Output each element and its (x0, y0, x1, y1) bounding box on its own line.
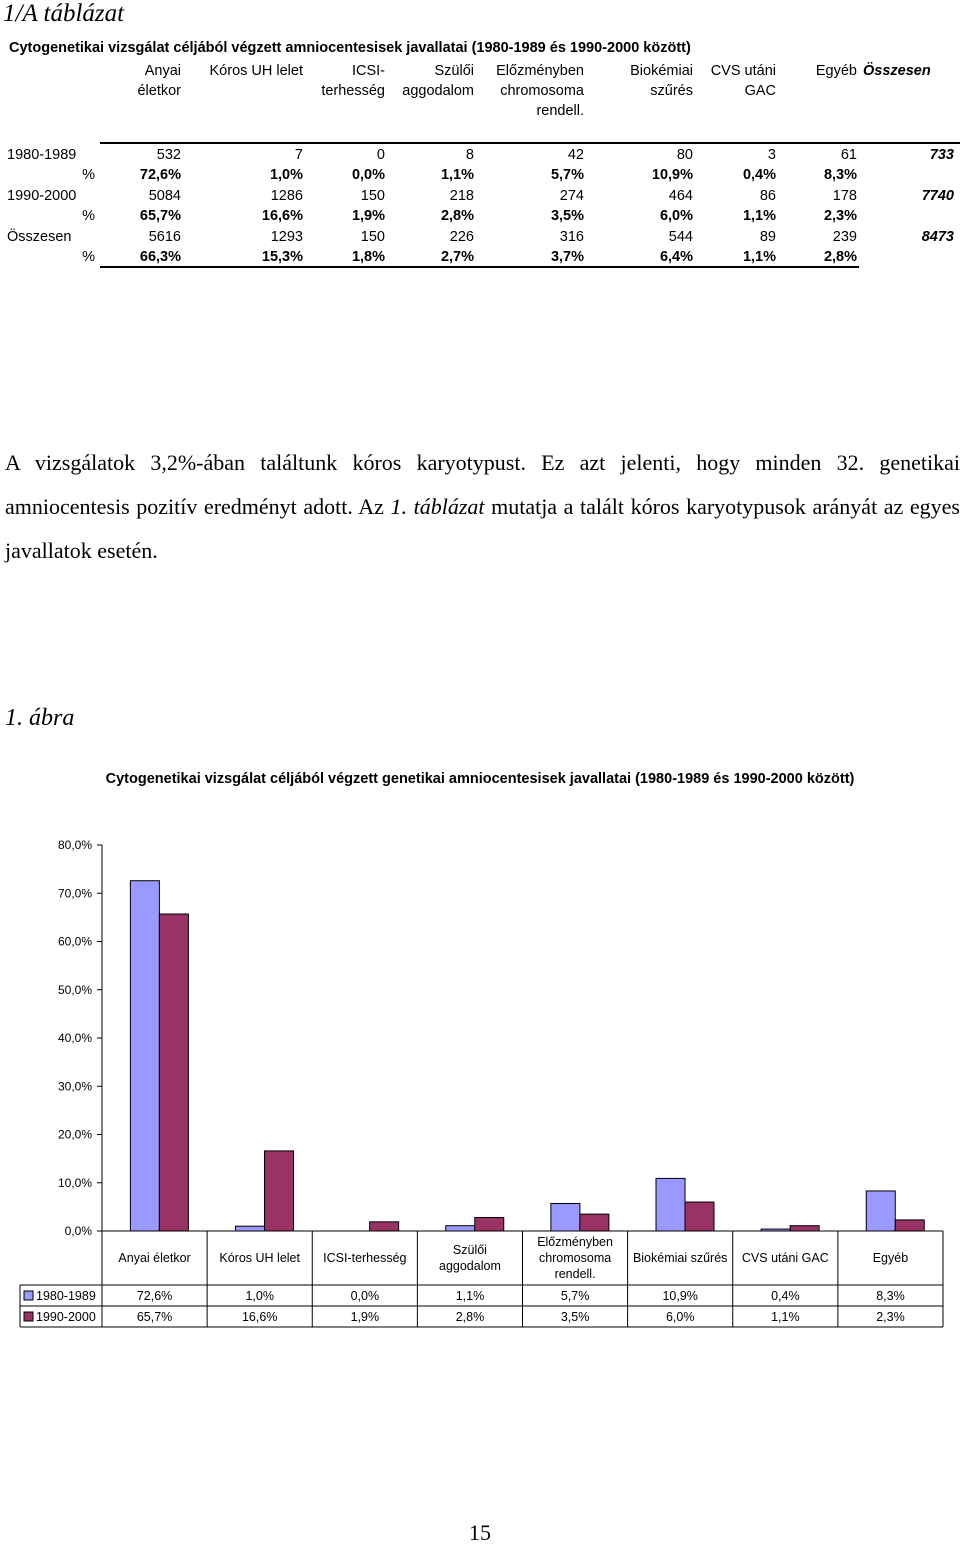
table-row-label: % (82, 167, 95, 183)
category-label: Előzményben (537, 1235, 613, 1249)
table-cell: 1286 (270, 188, 303, 204)
table-cell: 8 (465, 147, 474, 163)
table-cell: 5,7% (550, 167, 584, 183)
table-cell: 16,6% (261, 208, 303, 224)
table-cell: 178 (832, 188, 857, 204)
table-header-cell: életkor (137, 83, 181, 99)
table-cell: 65,7% (139, 208, 181, 224)
bar-chart (0, 820, 960, 1340)
data-label: 0,4% (771, 1289, 800, 1303)
bar-1990-2000 (265, 1151, 294, 1231)
table-cell: 6,4% (659, 249, 693, 265)
table-cell: 8,3% (823, 167, 857, 183)
table-row-label: 1980-1989 (7, 147, 77, 163)
bar-1980-1989 (130, 881, 159, 1231)
bar-1980-1989 (236, 1226, 265, 1231)
table-cell: 544 (668, 229, 693, 245)
data-label: 6,0% (665, 1310, 695, 1324)
data-label: 8,3% (876, 1289, 905, 1303)
table-row-label: 1990-2000 (7, 188, 77, 204)
table-header-cell: terhesség (321, 83, 385, 99)
data-label: 16,6% (241, 1310, 278, 1324)
chart-title: Cytogenetikai vizsgálat céljából végzett genetikai amniocentesisek javallatai (1980-1989 és 1990-2000 között) (105, 771, 855, 787)
table-row-total: 733 (929, 147, 954, 163)
table-cell: 1293 (270, 229, 303, 245)
table-header-cell: chromosoma (500, 83, 584, 99)
table-header-cell: Egyéb (815, 63, 857, 79)
bar-1980-1989 (446, 1226, 475, 1231)
table-row-label: % (82, 249, 95, 265)
y-tick-label: 40,0% (57, 1031, 92, 1045)
table-header-cell: GAC (744, 83, 776, 99)
table-header-cell: Biokémiai (630, 63, 693, 79)
table-cell: 2,7% (440, 249, 474, 265)
table-cell: 1,9% (351, 208, 385, 224)
table-cell: 316 (559, 229, 584, 245)
table-cell: 274 (559, 188, 584, 204)
table-cell: 464 (668, 188, 693, 204)
data-label: 1,1% (455, 1289, 485, 1303)
bar-1990-2000 (159, 914, 188, 1231)
category-label: Anyai életkor (118, 1251, 191, 1265)
y-tick-label: 20,0% (57, 1127, 92, 1142)
body-paragraph (5, 441, 960, 573)
bar-1980-1989 (551, 1203, 580, 1231)
bar-1990-2000 (475, 1217, 504, 1231)
figure-label: 1. ábra (5, 705, 75, 731)
category-label: Egyéb (872, 1251, 909, 1265)
table-header-cell: Kóros UH lelet (209, 63, 303, 79)
category-label: rendell. (554, 1267, 596, 1281)
table-header-cell: rendell. (536, 103, 584, 119)
paragraph-table-ref: 1. táblázat (390, 494, 485, 519)
bar-1990-2000 (370, 1222, 399, 1231)
category-label: aggodalom (439, 1259, 501, 1273)
data-label: 72,6% (136, 1289, 173, 1303)
legend-label: 1990-2000 (36, 1310, 96, 1324)
table-row-label: % (82, 208, 95, 224)
category-label: Biokémiai szűrés (632, 1251, 728, 1265)
bar-1980-1989 (761, 1229, 790, 1231)
table-cell: 42 (567, 147, 584, 163)
category-label: Kóros UH lelet (219, 1251, 300, 1265)
category-label: chromosoma (538, 1251, 612, 1265)
header-rule (100, 142, 960, 144)
table-cell: 218 (449, 188, 474, 204)
category-label: CVS utáni GAC (741, 1251, 829, 1265)
category-label: ICSI-terhesség (323, 1251, 407, 1265)
data-label: 5,7% (560, 1289, 590, 1303)
data-label: 2,3% (876, 1310, 905, 1324)
legend-swatch-1990-2000 (24, 1312, 33, 1321)
table-header-cell: CVS utáni (710, 63, 776, 79)
bar-1990-2000 (580, 1214, 609, 1231)
data-label: 65,7% (136, 1310, 173, 1324)
y-tick-label: 80,0% (57, 838, 92, 852)
bar-1990-2000 (685, 1202, 714, 1231)
table-cell: 3,7% (550, 249, 584, 265)
table-cell: 2,8% (440, 208, 474, 224)
table-cell: 3,5% (550, 208, 584, 224)
table-row-total: 8473 (921, 229, 954, 245)
table-cell: 532 (156, 147, 181, 163)
paragraph-text-2: mutatja a talált kóros karyotypusok arányát az egyes javallatok esetén. (5, 494, 960, 563)
page-number: 15 (469, 1520, 491, 1545)
table-header-total: Összesen (863, 63, 931, 79)
table-row-label: Összesen (7, 229, 72, 245)
table-cell: 80 (676, 147, 693, 163)
table-cell: 150 (360, 188, 385, 204)
y-tick-label: 30,0% (57, 1079, 92, 1094)
legend-label: 1980-1989 (36, 1289, 96, 1303)
table-cell: 2,8% (823, 249, 857, 265)
table-cell: 1,1% (440, 167, 474, 183)
table-cell: 226 (449, 229, 474, 245)
table-cell: 5616 (148, 229, 181, 245)
table-header-cell: aggodalom (402, 83, 474, 99)
bar-1980-1989 (866, 1191, 895, 1231)
table-cell: 2,3% (823, 208, 857, 224)
table-header-cell: ICSI- (351, 63, 385, 79)
data-label: 1,1% (771, 1310, 800, 1324)
data-label: 3,5% (560, 1310, 590, 1324)
bar-1990-2000 (895, 1220, 924, 1231)
table-cell: 239 (832, 229, 857, 245)
section-title: 1/A táblázat (3, 0, 125, 27)
table-cell: 66,3% (139, 249, 181, 265)
table-caption: Cytogenetikai vizsgálat céljából végzett amniocentesisek javallatai (1980-1989 és 1990-2000 között) (9, 40, 691, 56)
bar-1990-2000 (790, 1226, 819, 1231)
data-label: 1,9% (350, 1310, 380, 1324)
table-cell: 1,1% (742, 249, 776, 265)
table-cell: 3 (767, 147, 776, 163)
data-label: 2,8% (455, 1310, 485, 1324)
table-cell: 72,6% (139, 167, 181, 183)
table-cell: 15,3% (261, 249, 303, 265)
table-cell: 150 (360, 229, 385, 245)
table-cell: 5084 (148, 188, 181, 204)
table-header-cell: szűrés (650, 83, 693, 99)
table-cell: 0 (376, 147, 385, 163)
y-tick-label: 10,0% (57, 1175, 92, 1190)
table-cell: 0,0% (351, 167, 385, 183)
table-row-total: 7740 (921, 188, 954, 204)
table-cell: 7 (294, 147, 303, 163)
y-tick-label: 0,0% (64, 1224, 92, 1238)
table-header-cell: Előzményben (496, 63, 584, 79)
table-header-cell: Szülői (434, 63, 474, 79)
table-cell: 0,4% (742, 167, 776, 183)
table-cell: 86 (759, 188, 776, 204)
table-cell: 1,1% (742, 208, 776, 224)
data-label: 0,0% (350, 1289, 380, 1303)
data-label: 1,0% (245, 1289, 274, 1303)
bar-1980-1989 (656, 1178, 685, 1231)
legend-swatch-1980-1989 (24, 1291, 33, 1300)
table-cell: 1,0% (269, 167, 303, 183)
table-cell: 6,0% (659, 208, 693, 224)
table-header-cell: Anyai (144, 63, 181, 79)
paragraph-text-1: A vizsgálatok 3,2%-ában találtunk kóros karyotypust. Ez azt jelenti, hogy minden 32. genetikai amniocentesis pozitív eredményt adott. Az (5, 450, 960, 519)
table-cell: 1,8% (351, 249, 385, 265)
category-label: Szülői (452, 1243, 487, 1257)
y-tick-label: 60,0% (57, 934, 92, 949)
y-tick-label: 50,0% (57, 982, 92, 997)
data-label: 10,9% (662, 1289, 698, 1303)
y-tick-label: 70,0% (57, 886, 92, 901)
table-cell: 61 (840, 147, 857, 163)
table-cell: 10,9% (651, 167, 693, 183)
table-cell: 89 (759, 229, 776, 245)
